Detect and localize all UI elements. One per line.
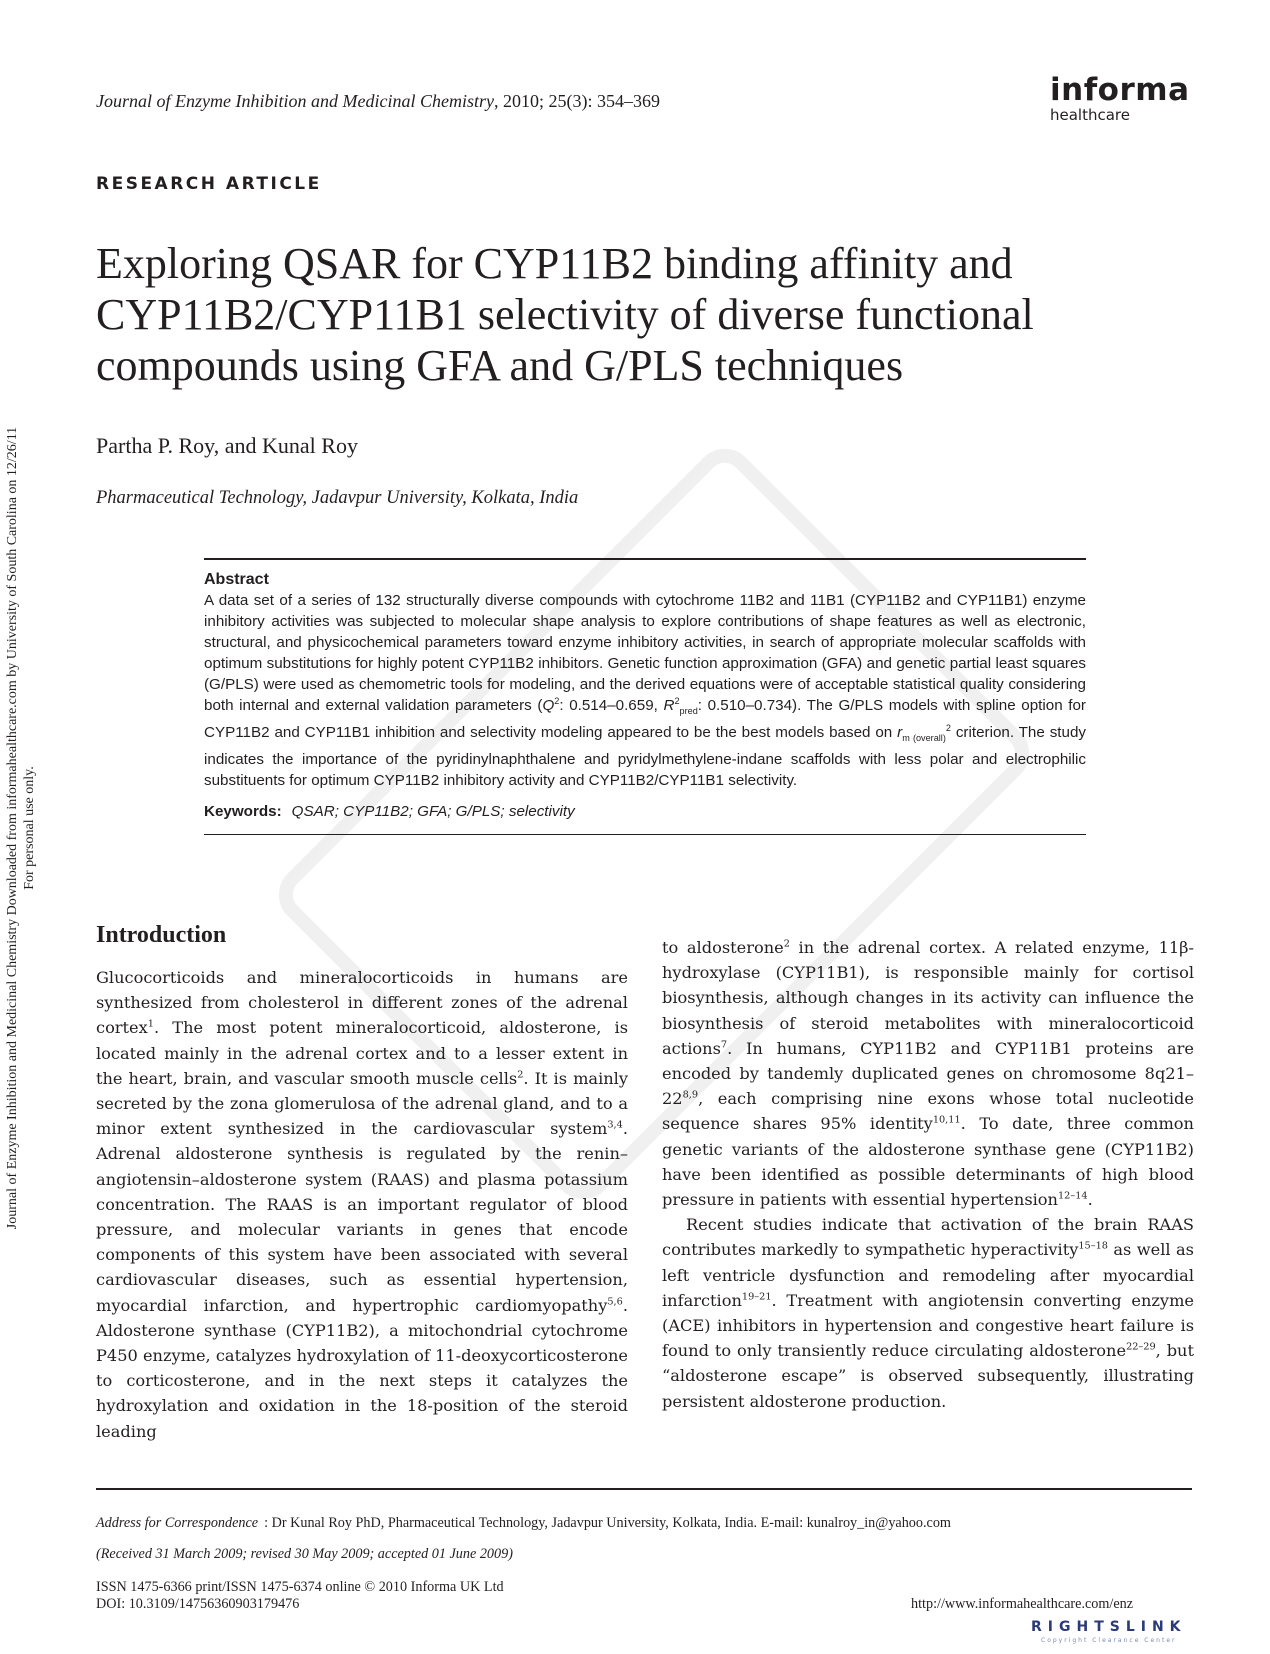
download-note-line: For personal use only. [22,766,37,890]
intro-paragraph: to aldosterone$^2$ in the adrenal cortex. A related enzyme, 11β-hydroxylase (CYP11B1), is responsible mainly for cortisol biosynthesis, although changes in its activity can influence the biosynthesis of steroid metabolites with mineralocorticoid actions$^7$. In humans, CYP11B2 and CYP11B1 proteins are encoded by tandemly duplicated genes on chromosome 8q21–22$^{8,9}$, each comprising nine exons whose total nucleotide sequence shares 95% identity$^{10,11}$. To date, three common genetic variants of the aldosterone synthase gene (CYP11B2) have been identified as possible determinants of high blood pressure in patients with essential hypertension$^{12-14}$. [662,938,1194,1210]
rightslink-logo[interactable] [1031,1619,1187,1644]
keywords-label: Keywords: [204,803,282,821]
journal-name: Journal of Enzyme Inhibition and Medicinal Chemistry [96,91,494,111]
intro-paragraph: Recent studies indicate that activation of the brain RAAS contributes markedly to sympathetic hyperactivity$^{15-18}$ as well as left ventricle dysfunction and remodeling after myocardial infarction$^{19-21}$. Treatment with angiotensin converting enzyme (ACE) inhibitors in hypertension and congestive heart failure is found to only transiently reduce circulating aldosterone$^{22-29}$, but “aldosterone escape” is observed subsequently, illustrating persistent aldosterone production. [662,1215,1194,1411]
rightslink-label: RIGHTSLINK [1031,1619,1187,1635]
journal-cite: , 2010; 25(3): 354–369 [493,91,660,111]
publisher-logo[interactable] [1050,74,1190,124]
journal-citation [96,91,660,112]
article-type: RESEARCH ARTICLE [96,174,322,194]
logo-sub: healthcare [1050,106,1130,124]
abstract-box [204,558,1086,835]
download-note-line: Journal of Enzyme Inhibition and Medicinal Chemistry Downloaded from informahealthcare.com by University of South Carolina on 12/26/11 [5,426,20,1230]
keywords-list: QSAR; CYP11B2; GFA; G/PLS; selectivity [291,803,575,821]
correspondence [96,1515,951,1532]
correspondence-text: : Dr Kunal Roy PhD, Pharmaceutical Technology, Jadavpur University, Kolkata, India. E-mail: kunalroy_in@yahoo.com [264,1515,951,1531]
received-dates: (Received 31 March 2009; revised 30 May 2009; accepted 01 June 2009) [96,1546,513,1562]
correspondence-label: Address for Correspondence [96,1515,259,1531]
affiliation: Pharmaceutical Technology, Jadavpur University, Kolkata, India [96,488,579,508]
intro-left-column [96,965,628,1444]
footer-divider [96,1488,1192,1490]
article-title: Exploring QSAR for CYP11B2 binding affinity and CYP11B2/CYP11B1 selectivity of diverse functional compounds using GFA and G/PLS techniques [96,239,1034,390]
keywords [204,801,1086,822]
logo-brand: informa [1050,72,1190,108]
issn: ISSN 1475-6366 print/ISSN 1475-6374 online © 2010 Informa UK Ltd [96,1579,504,1595]
doi[interactable]: DOI: 10.3109/14756360903179476 [96,1596,300,1612]
authors: Partha P. Roy, and Kunal Roy [96,433,358,458]
journal-url[interactable]: http://www.informahealthcare.com/enz [911,1596,1134,1612]
introduction-heading: Introduction [96,922,227,948]
intro-paragraph: Glucocorticoids and mineralocorticoids in humans are synthesized from cholesterol in different zones of the adrenal cortex$^1$. The most potent mineralocorticoid, aldosterone, is located mainly in the adrenal cortex and to a lesser extent in the heart, brain, and vascular smooth muscle cells$^2$. It is mainly secreted by the zona glomerulosa of the adrenal gland, and to a minor extent synthesized in the cardiovascular system$^{3,4}$. Adrenal aldosterone synthesis is regulated by the renin–angiotensin–aldosterone system (RAAS) and plasma potassium concentration. The RAAS is an important regulator of blood pressure, and molecular variants in genes that encode components of this system have been associated with several cardiovascular diseases, such as essential hypertension, myocardial infarction, and hypertrophic cardiomyopathy$^{5,6}$. Aldosterone synthase (CYP11B2), a mitochondrial cytochrome P450 enzyme, catalyzes hydroxylation of 11-deoxycorticosterone to corticosterone, and in the next steps it catalyzes the hydroxylation and oxidation in the 18-position of the steroid leading [96,968,628,1441]
intro-right-column [662,935,1194,1414]
download-note [4,338,38,1318]
rightslink-tagline: Copyright Clearance Center [1041,1637,1177,1644]
abstract-heading: Abstract [204,571,269,588]
abstract-text: A data set of a series of 132 structurally diverse compounds with cytochrome 11B2 and 11B1 (CYP11B2 and CYP11B1) enzyme inhibitory activities was subjected to molecular shape analysis to explore contributions of shape features as well as electronic, structural, and physicochemical parameters toward enzyme inhibitory activities, in search of appropriate molecular scaffolds with optimum substitutions for highly potent CYP11B2 inhibitors. Genetic function approximation (GFA) and genetic partial least squares (G/PLS) were used as chemometric tools for modeling, and the derived equations were of acceptable statistical quality considering both internal and external validation parameters ($Q^2$: 0.514–0.659, $R^2_{pred}$: 0.510–0.734). The G/PLS models with spline option for CYP11B2 and CYP11B1 inhibition and selectivity modeling appeared to be the best models based on $r_{m (overall)}^2$ criterion. The study indicates the importance of the pyridinylnaphthalene and pyridylmethylene-indane scaffolds with less polar and electrophilic substituents for optimum CYP11B2 inhibitory activity and CYP11B2/CYP11B1 selectivity. [204,592,1087,790]
